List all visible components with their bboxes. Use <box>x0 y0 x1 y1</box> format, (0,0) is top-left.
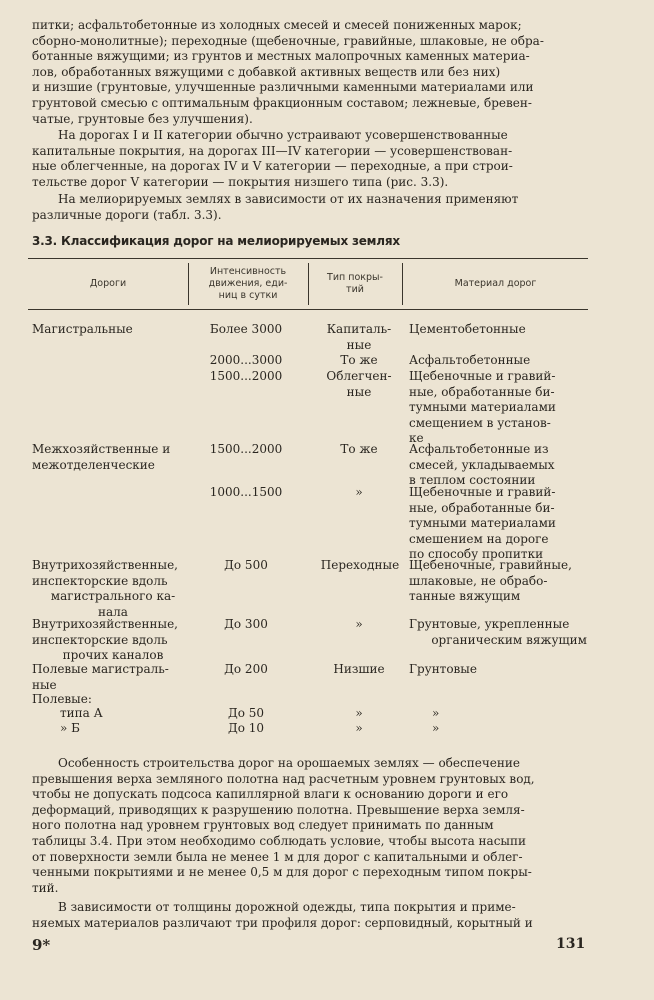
paragraph-road-types-continued: питки; асфальтобетонные из холодных смесей и смесей пониженных марок; сборно-монолитные); переходные (щебеночные, гравийные, шлаковые, не обра- ботанные вяжущими; из грунтов и местных малопрочных каменных материа- лов, обработанных вяжущими с добавкой активных веществ или без них) и низшие (грунтовые, улучшенные различными каменными материалами или грунтовой смесью с оптимальным фракционным составом; лежневые, бревен- чатые, грунтовые без улучшения). <box>32 18 544 126</box>
header-intensity: Интенсивность движения, еди- ниц в сутки <box>208 266 288 301</box>
paragraph-road-categories: На дорогах I и II категории обычно устраивают усовершенствованные капитальные покрытия, на дорогах III—IV категории — усовершенствован- ные облегченные, на дорогах IV и V категории — переходные, а при строи- тельстве дорог V категории — покрытия низшего типа (рис. 3.3). <box>32 128 513 189</box>
header-cover-type: Тип покры- тий <box>327 272 383 295</box>
header-roads: Дороги <box>89 278 127 289</box>
paragraph-irrigated-roads: Особенность строительства дорог на орошаемых землях — обеспечение превышения верха земляного полотна над расчетным уровнем грунтовых вод, чтобы не допускать подсоса капиллярной влаги к основанию дороги и его деформаций, приводящих к разрушению полотна. Превышение верха земля- ного полотна над уровнем грунтовых вод следует принимать по данным таблицы 3.4. При этом необходимо соблюдать условие, чтобы высота насыпи от поверхности земли была не менее 1 м для дорог с капитальными и облег- ченными покрытиями и не менее 0,5 м для дорог с переходным типом покры- тий. <box>32 756 535 895</box>
table-header <box>28 258 588 310</box>
table-body: Магистральные Более 3000 Капиталь- ные Цементобетонные 2000...3000 То же Асфальтобетонные 1500...2000 Облегчен- ные Щебеночные и гравий- ные, обработанные би- тумными материалами смещением в установ- ке Межхозяйственные и межотделенческие 1500...2000 То же Асфальтобетонные из смесей, укладываемых в теплом состоянии 1000...1500 » Щебеночные и гравий- ные, обработанные би- тумными материалами смешением на дороге по способу пропитки Внутрихозяйственные, инспекторские вдоль магистрального ка- нала До 500 Переходные Щебеночные, гравийные, шлаковые, не обрабо- танные вяжущим Внутрихозяйственные, инспекторские вдоль прочих каналов До 300 » Грунтовые, укрепленные органическим вяжущим Полевые магистраль- ные До 200 Низшие Грунтовые Полевые: типа А До 50 » » » Б До 10 » » <box>32 322 587 735</box>
page-number: 131 <box>556 936 586 952</box>
header-material: Материал дорог <box>454 278 537 289</box>
paragraph-road-profiles: В зависимости от толщины дорожной одежды, типа покрытия и приме- няемых материалов различают три профиля дорог: серповидный, корытный и <box>32 900 533 930</box>
paragraph-table-reference: На мелиорируемых землях в зависимости от их назначения применяют различные дороги (табл. 3.3). <box>32 192 519 222</box>
signature-mark: 9* <box>32 936 51 954</box>
table-caption: 3.3. Классификация дорог на мелиорируемых землях <box>32 234 400 248</box>
